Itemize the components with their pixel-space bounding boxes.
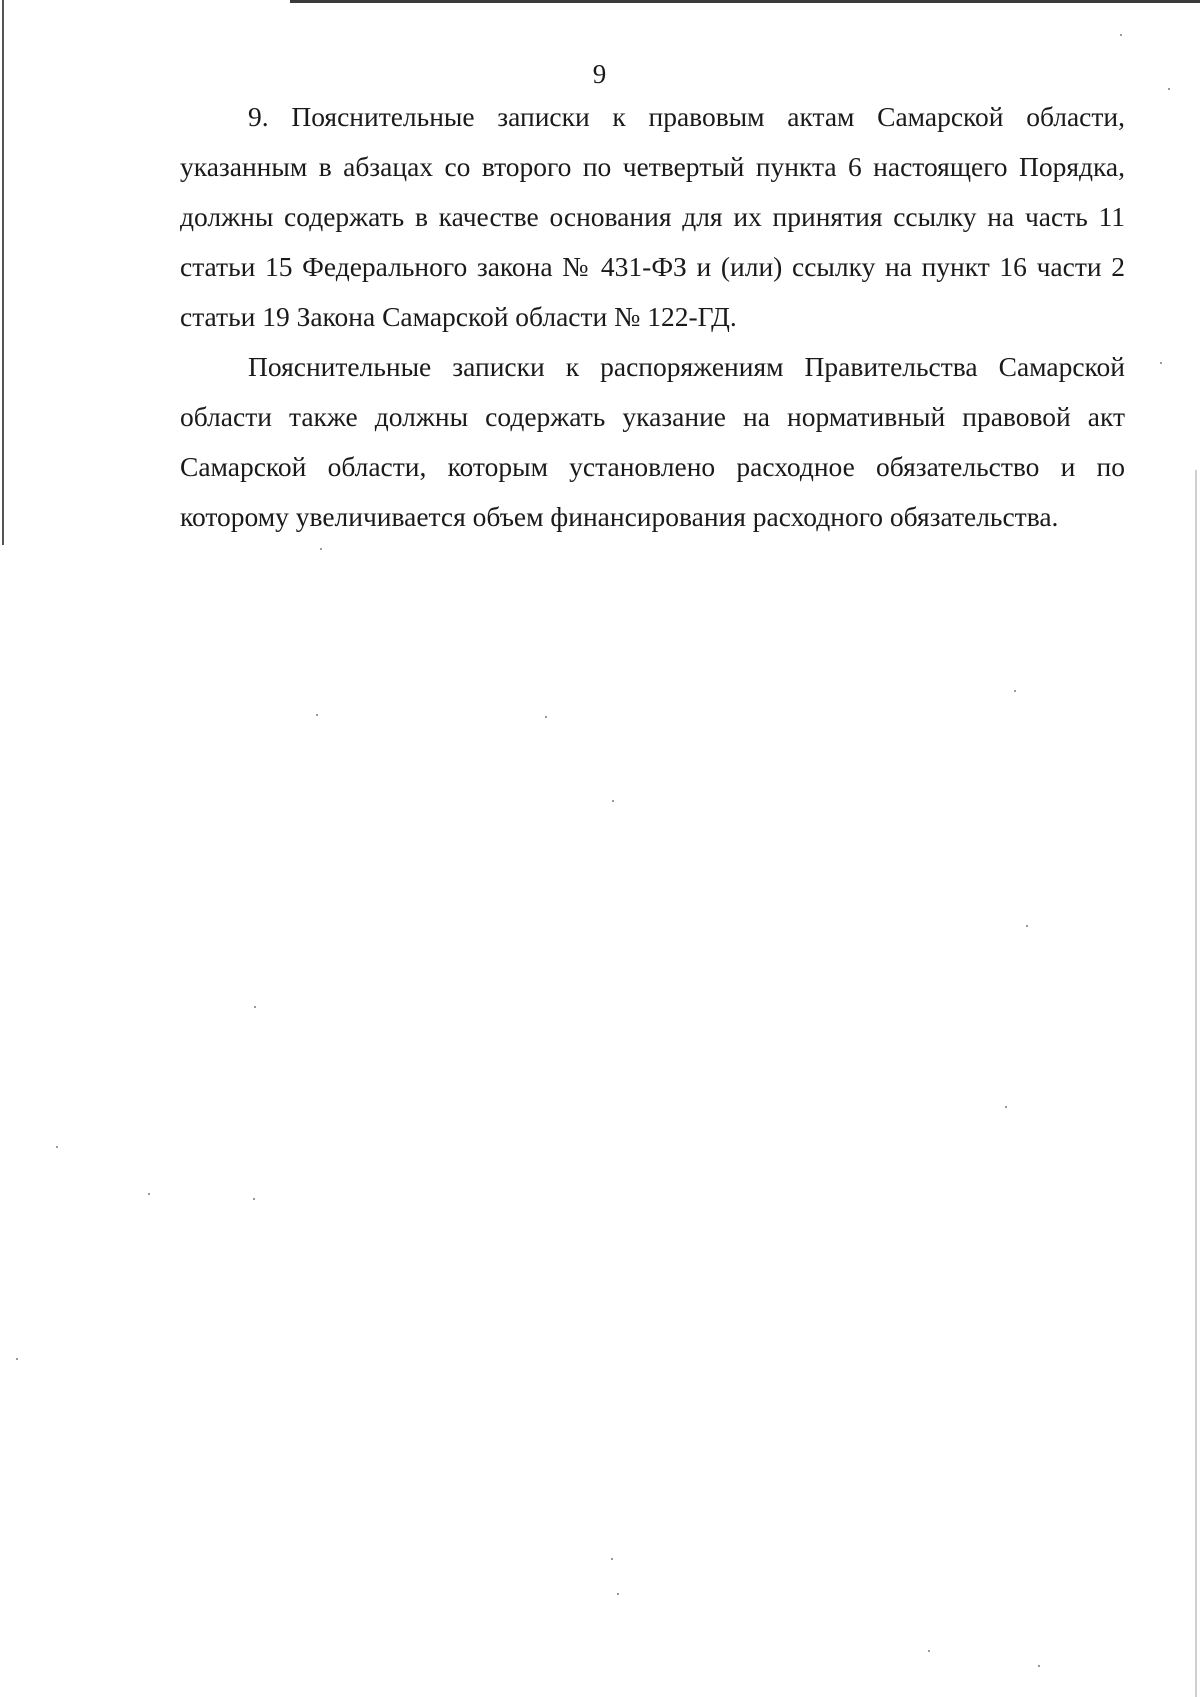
scan-edge-right [1195,470,1197,1697]
scan-speck [611,1558,613,1560]
scan-speck [56,1146,58,1148]
scan-speck [148,1193,150,1195]
page-number: 9 [592,59,607,89]
scan-speck [1160,362,1162,364]
scan-speck [617,1593,619,1595]
scan-speck [254,1006,256,1008]
document-body [180,92,1125,542]
scan-edge-top [290,0,1200,3]
scan-speck [1038,1665,1040,1667]
scan-speck [1005,1106,1007,1108]
scan-speck [316,714,318,716]
scan-speck [928,1650,930,1652]
scan-speck [16,1358,18,1360]
scan-speck [1026,925,1028,927]
scan-speck [1120,34,1122,36]
scan-speck [320,548,322,550]
paragraph-explanatory-notes: Пояснительные записки к распоряжениям Правительства Самарской области также должны содержать указание на нормативный правовой акт Самарской области, которым установлено расходное обязательство и по которому увеличивается объем финансирования расходного обязательства. [180,351,1125,532]
scan-speck [612,800,614,802]
scan-speck [253,1198,255,1200]
paragraph-clause-9: 9. Пояснительные записки к правовым актам Самарской области, указанным в абзацах со второго по четвертый пункта 6 настоящего Порядка, должны содержать в качестве основания для их принятия ссылку на часть 11 статьи 15 Федерального закона № 431-ФЗ и (или) ссылку на пункт 16 части 2 статьи 19 Закона Самарской области № 122-ГД. [180,101,1125,332]
scan-speck [545,716,547,718]
scan-speck [1014,690,1016,692]
